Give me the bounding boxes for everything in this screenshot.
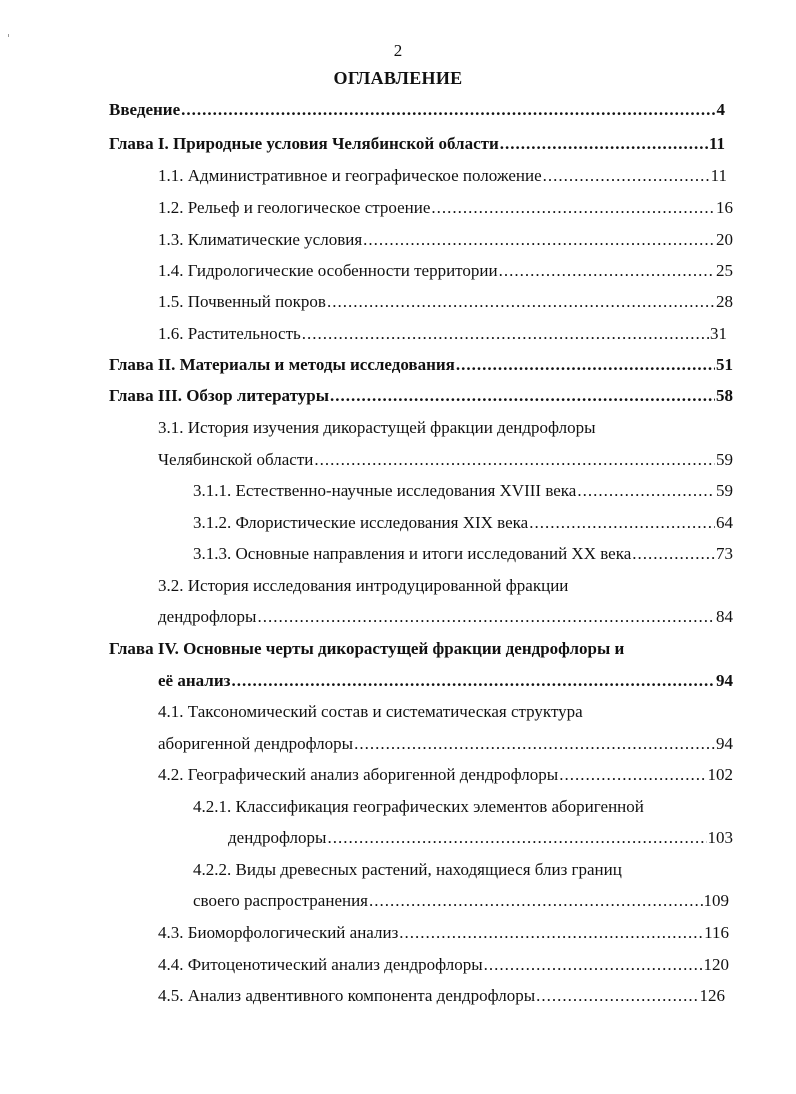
toc-page-number: 58	[716, 386, 733, 405]
toc-page-number: 11	[710, 166, 727, 185]
toc-entry-intro[interactable]	[109, 98, 725, 122]
toc-entry-label: Глава I. Природные условия Челябинской области	[109, 134, 499, 153]
toc-entry-label: Глава II. Материалы и методы исследования	[109, 355, 455, 374]
toc-entry-label: дендрофлоры	[158, 607, 257, 626]
toc-entry-3-1[interactable]	[158, 448, 733, 472]
toc-entry-label: 1.4. Гидрологические особенности территории	[158, 261, 498, 280]
dot-leader	[302, 322, 709, 346]
toc-page-number: 11	[708, 134, 725, 153]
toc-entry-label: 1.5. Почвенный покров	[158, 292, 326, 311]
toc-entry-4-4[interactable]	[158, 953, 729, 977]
toc-entry-label: своего распространения	[193, 891, 369, 910]
dot-leader	[181, 98, 715, 122]
toc-entry-label: 3.1.1. Естественно-научные исследования XVIII века	[193, 481, 577, 500]
toc-entry-label: 4.5. Анализ адвентивного компонента дендрофлоры	[158, 986, 536, 1005]
toc-page-number: 73	[716, 544, 733, 563]
dot-leader	[577, 479, 715, 503]
dot-leader	[314, 448, 715, 472]
toc-entry-label: Челябинской области	[158, 450, 314, 469]
toc-entry-chapter-1[interactable]	[109, 132, 725, 156]
toc-entry-4-2-1[interactable]	[228, 826, 733, 850]
toc-page-number: 126	[699, 986, 725, 1005]
toc-page-number: 20	[716, 230, 733, 249]
dot-leader	[354, 732, 715, 756]
dot-leader	[484, 953, 703, 977]
toc-entry-label: 4.4. Фитоценотический анализ дендрофлоры	[158, 955, 483, 974]
dot-leader	[327, 826, 706, 850]
toc-entry-3-2[interactable]	[158, 605, 733, 629]
toc-entry-4-3[interactable]	[158, 921, 729, 945]
toc-entry-label: 4.2. Географический анализ аборигенной дендрофлоры	[158, 765, 559, 784]
toc-entry-1-4[interactable]	[158, 259, 733, 283]
toc-page-number: 51	[716, 355, 733, 374]
toc-entry-3-1-3[interactable]	[193, 542, 733, 566]
toc-entry-label: 3.1.3. Основные направления и итоги исследований XX века	[193, 544, 632, 563]
toc-entry-label: Глава III. Обзор литературы	[109, 386, 329, 405]
page-title: ОГЛАВЛЕНИЕ	[333, 68, 463, 88]
dot-leader	[363, 228, 715, 252]
toc-entry-4-5[interactable]	[158, 984, 725, 1008]
dot-leader	[369, 889, 702, 913]
toc-entry-chapter-3[interactable]	[109, 384, 733, 408]
toc-entry-label: аборигенной дендрофлоры	[158, 734, 354, 753]
dot-leader	[456, 353, 715, 377]
toc-page-number: 31	[710, 324, 727, 343]
toc-page-number: 59	[716, 450, 733, 469]
dot-leader	[536, 984, 698, 1008]
toc-entry-label: дендрофлоры	[228, 828, 327, 847]
toc-entry-4-2[interactable]	[158, 763, 733, 787]
toc-page-number: 64	[716, 513, 733, 532]
toc-entry-label: её анализ	[158, 671, 231, 690]
dot-leader	[431, 196, 715, 220]
toc-entry-label: 1.2. Рельеф и геологическое строение	[158, 198, 431, 217]
toc-entry-3-1-line1[interactable]: 3.1. История изучения дикорастущей фракции дендрофлоры	[158, 418, 596, 437]
dot-leader	[632, 542, 715, 566]
scan-speck	[8, 34, 9, 37]
dot-leader	[499, 259, 715, 283]
toc-entry-label: 3.1.2. Флористические исследования XIX века	[193, 513, 529, 532]
dot-leader	[559, 763, 706, 787]
toc-entry-label: 1.1. Административное и географическое положение	[158, 166, 542, 185]
dot-leader	[543, 164, 710, 188]
toc-entry-label: 1.3. Климатические условия	[158, 230, 363, 249]
toc-entry-3-2-line1[interactable]: 3.2. История исследования интродуцированной фракции	[158, 576, 569, 595]
toc-entry-label: 4.3. Биоморфологический анализ	[158, 923, 399, 942]
toc-entry-label: Введение	[109, 100, 181, 119]
toc-page-number: 103	[707, 828, 733, 847]
toc-entry-4-2-2[interactable]	[193, 889, 729, 913]
toc-entry-1-1[interactable]	[158, 164, 727, 188]
dot-leader	[327, 290, 715, 314]
toc-page-number: 28	[716, 292, 733, 311]
toc-entry-1-2[interactable]	[158, 196, 733, 220]
dot-leader	[231, 669, 715, 693]
toc-entry-4-1[interactable]	[158, 732, 733, 756]
toc-entry-3-1-1[interactable]	[193, 479, 733, 503]
toc-page-number: 116	[704, 923, 729, 942]
dot-leader	[257, 605, 715, 629]
toc-page-number: 94	[716, 671, 733, 690]
dot-leader	[330, 384, 715, 408]
toc-entry-chapter-2[interactable]	[109, 353, 733, 377]
toc-entry-4-2-1-line1[interactable]: 4.2.1. Классификация географических элементов аборигенной	[193, 797, 644, 816]
toc-entry-chapter-4[interactable]	[158, 669, 733, 693]
toc-page-number: 84	[716, 607, 733, 626]
toc-entry-4-2-2-line1[interactable]: 4.2.2. Виды древесных растений, находящиеся близ границ	[193, 860, 622, 879]
toc-entry-label: 1.6. Растительность	[158, 324, 301, 343]
toc-page-number: 109	[703, 891, 729, 910]
toc-entry-1-3[interactable]	[158, 228, 733, 252]
dot-leader	[500, 132, 708, 156]
toc-page-number: 16	[716, 198, 733, 217]
toc-page-number: 120	[703, 955, 729, 974]
dot-leader	[529, 511, 715, 535]
toc-entry-chapter-4-line1[interactable]: Глава IV. Основные черты дикорастущей фракции дендрофлоры и	[109, 639, 625, 658]
toc-entry-3-1-2[interactable]	[193, 511, 733, 535]
dot-leader	[399, 921, 703, 945]
page-number: 2	[393, 41, 403, 60]
toc-entry-1-5[interactable]	[158, 290, 733, 314]
toc-entry-4-1-line1[interactable]: 4.1. Таксономический состав и систематическая структура	[158, 702, 583, 721]
toc-page-number: 94	[716, 734, 733, 753]
toc-entry-1-6[interactable]	[158, 322, 727, 346]
toc-page-number: 4	[716, 100, 725, 119]
toc-page-number: 25	[716, 261, 733, 280]
toc-page-number: 102	[707, 765, 733, 784]
toc-page-number: 59	[716, 481, 733, 500]
